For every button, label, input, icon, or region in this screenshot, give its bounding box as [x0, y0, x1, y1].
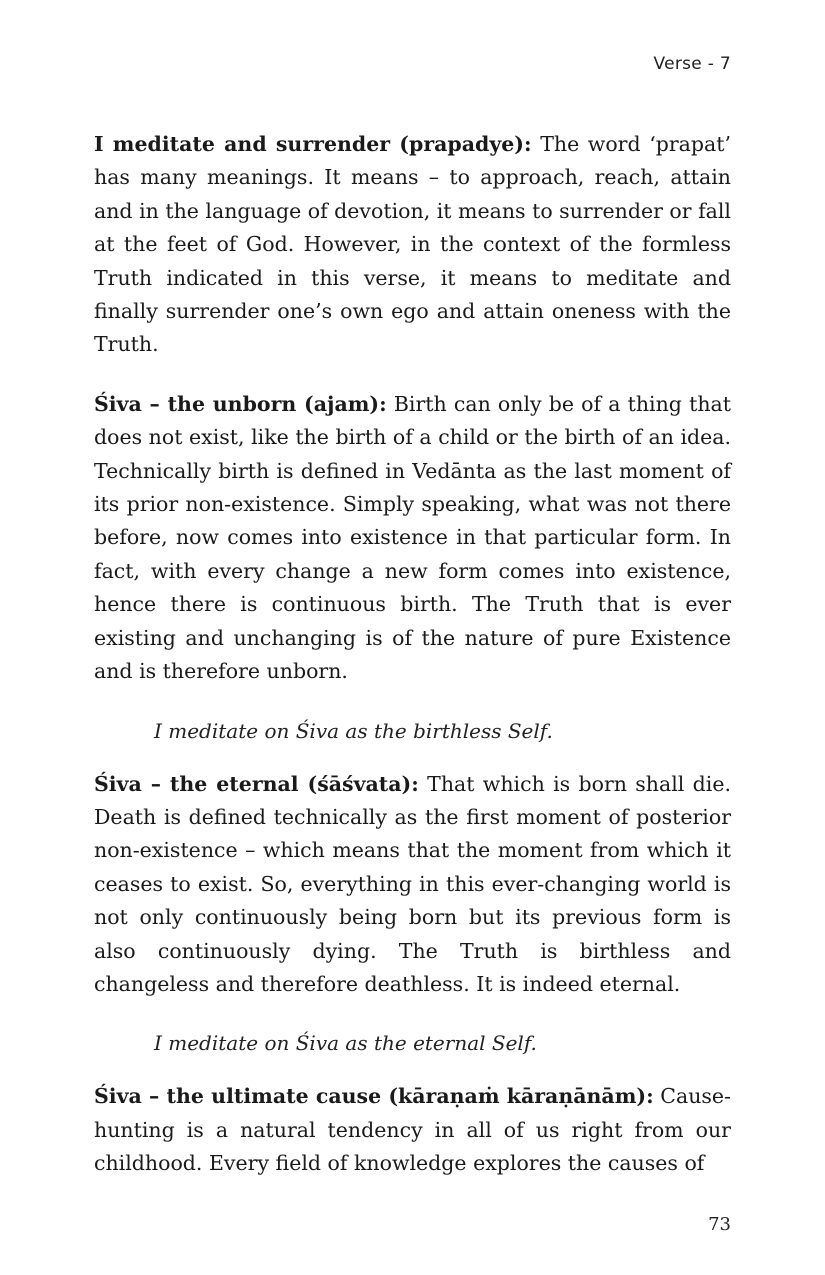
meditation-eternal: I meditate on Śiva as the eternal Self.: [154, 1031, 537, 1056]
paragraph-sasvata: [94, 768, 731, 1002]
text-ajam: Birth can only be of a thing that does not exist, like the birth of a child or the birth of an idea. Technically birth is defined in Vedānta as the last moment of its prior non-existence. Simply speaking, what was not there before, now comes into existence in that particular form. In fact, with every change a new form comes into existence, hence there is continuous birth. The Truth that is ever existing and unchanging is of the nature of pure Existence and is therefore unborn.: [94, 391, 731, 684]
page-content: [94, 128, 731, 1207]
text-sasvata: That which is born shall die. Death is defined technically as the first moment of posterior non-existence – which means that the moment from which it ceases to exist. So, everything in this ever-changing world is not only continuously being born but its previous form is also continuously dying. The Truth is birthless and changeless and therefore deathless. It is indeed eternal.: [94, 771, 731, 996]
text-prapadye: The word ‘prapat’ has many meanings. It means – to approach, reach, attain and in the language of devotion, it means to surrender or fall at the feet of God. However, in the context of the formless Truth indicated in this verse, it means to meditate and finally surrender one’s own ego and attain oneness with the Truth.: [94, 132, 731, 357]
term-sasvata: Śiva – the eternal (śāśvata):: [94, 771, 419, 796]
page-number: 73: [708, 1214, 731, 1235]
paragraph-karanam: [94, 1080, 731, 1180]
paragraph-prapadye: [94, 128, 731, 362]
text-karanam: Cause-hunting is a natural tendency in all of us right from our childhood. Every field of knowledge explores the causes of: [94, 1084, 731, 1176]
running-head: Verse - 7: [653, 54, 731, 74]
term-karanam: Śiva – the ultimate cause (kāraṇaṁ kāraṇānām):: [94, 1084, 654, 1109]
paragraph-ajam: [94, 388, 731, 689]
term-prapadye: I meditate and surrender (prapadye):: [94, 132, 532, 156]
meditation-birthless: I meditate on Śiva as the birthless Self.: [154, 718, 553, 743]
term-ajam: Śiva – the unborn (ajam):: [94, 391, 387, 416]
